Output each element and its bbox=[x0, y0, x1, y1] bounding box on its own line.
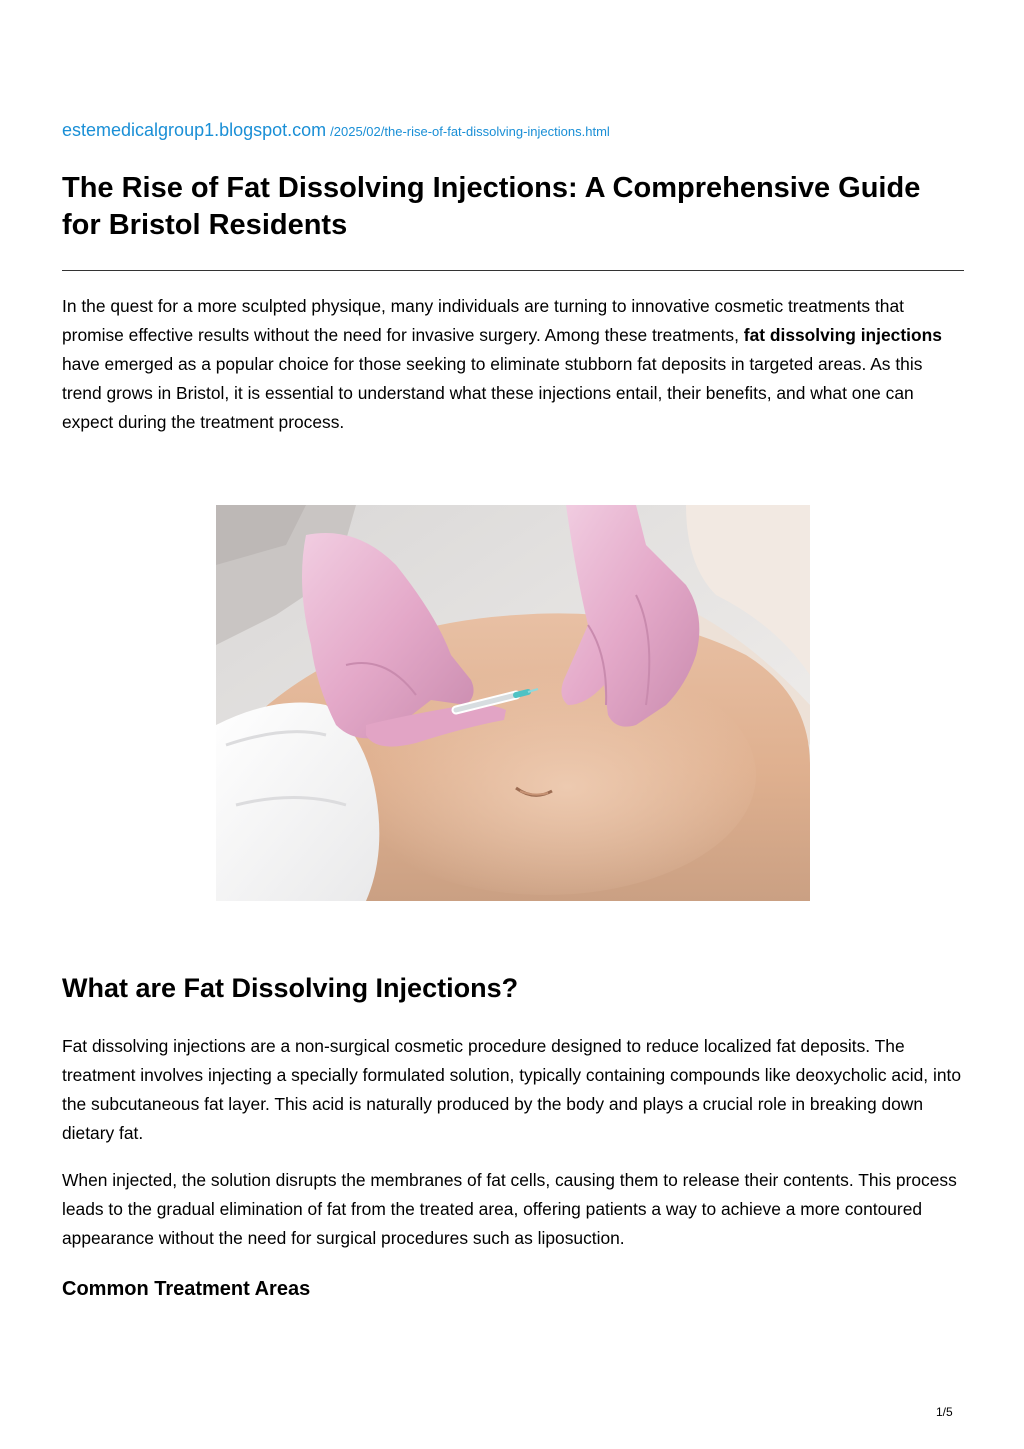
title-divider bbox=[62, 270, 964, 271]
source-domain-link[interactable]: estemedicalgroup1.blogspot.com bbox=[62, 120, 327, 140]
intro-text-end: have emerged as a popular choice for those seeking to eliminate stubborn fat deposits in targeted areas. As this trend grows in Bristol, it is essential to understand what these injections entail, their benefits, and what one can expect during the treatment process. bbox=[62, 354, 923, 432]
intro-text-start: In the quest for a more sculpted physique, many individuals are turning to innovative cosmetic treatments that promise effective results without the need for invasive surgery. Among these treatments, bbox=[62, 296, 904, 345]
section-paragraph-2: When injected, the solution disrupts the membranes of fat cells, causing them to release their contents. This process leads to the gradual elimination of fat from the treated area, offering patients a way to achieve a more contoured appearance without the need for surgical procedures such as liposuction. bbox=[62, 1170, 957, 1248]
section-heading: What are Fat Dissolving Injections? bbox=[62, 973, 519, 1003]
hero-image-injection bbox=[216, 505, 810, 901]
section-paragraph-1: Fat dissolving injections are a non-surgical cosmetic procedure designed to reduce localized fat deposits. The treatment involves injecting a specially formulated solution, typically containing compounds like deoxycholic acid, into the subcutaneous fat layer. This acid is naturally produced by the body and plays a crucial role in breaking down dietary fat. bbox=[62, 1036, 961, 1143]
source-url[interactable] bbox=[62, 120, 610, 141]
intro-paragraph bbox=[62, 292, 966, 437]
sub-heading: Common Treatment Areas bbox=[62, 1278, 311, 1300]
source-path-link[interactable]: /2025/02/the-rise-of-fat-dissolving-injections.html bbox=[330, 124, 610, 139]
page-number: 1/5 bbox=[936, 1405, 953, 1419]
intro-bold-keyword: fat dissolving injections bbox=[743, 325, 942, 345]
page-title: The Rise of Fat Dissolving Injections: A Comprehensive Guide for Bristol Residents bbox=[62, 172, 921, 241]
